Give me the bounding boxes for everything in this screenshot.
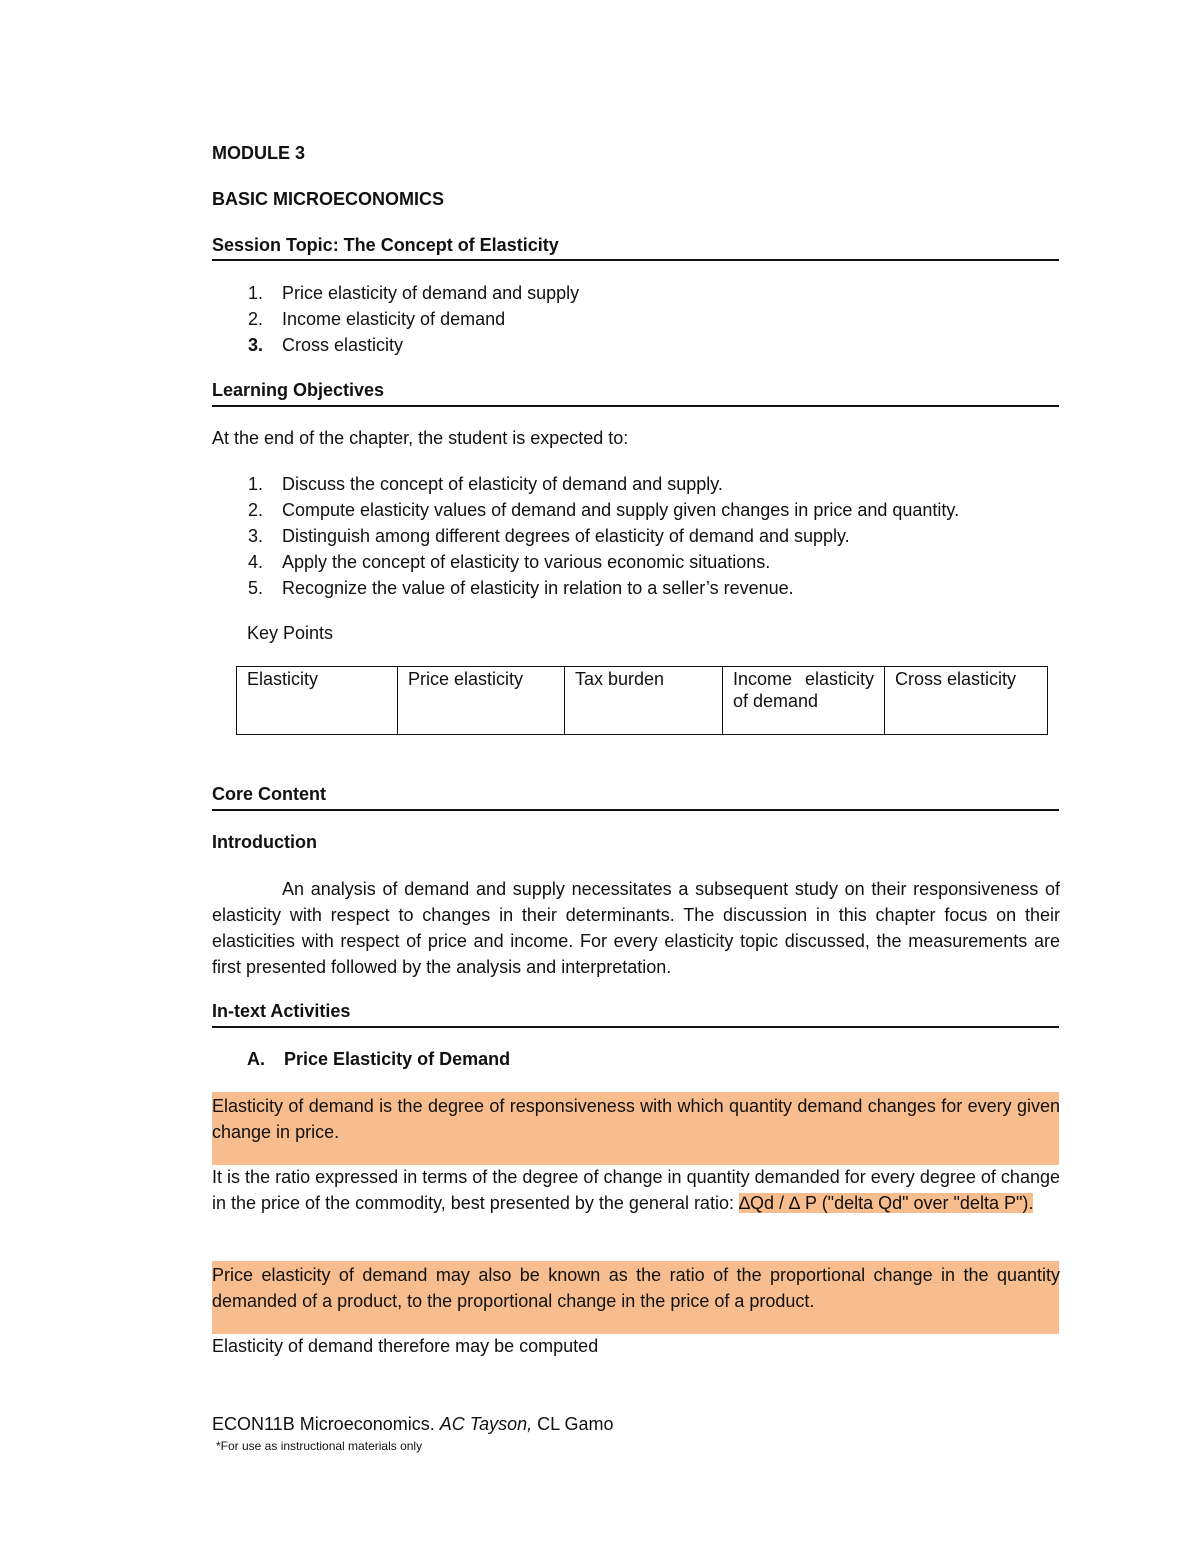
- key-points-label: Key Points: [247, 623, 334, 643]
- list-text: Income elasticity of demand: [282, 309, 506, 329]
- course-title: BASIC MICROECONOMICS: [212, 189, 445, 209]
- key-point-cell: Income elasticity of demand: [723, 667, 885, 735]
- footer-authors-italic: AC Tayson,: [439, 1414, 533, 1434]
- paragraph-definition: Elasticity of demand is the degree of responsiveness with which quantity demand changes for every given change in price.: [212, 1096, 1060, 1142]
- table-row: [237, 667, 1048, 735]
- divider: [212, 809, 1059, 811]
- divider: [212, 405, 1059, 407]
- paragraph-proportional: Price elasticity of demand may also be known as the ratio of the proportional change in the quantity demanded of a product, to the proportional change in the price of a product.: [212, 1265, 1060, 1311]
- footer-authors: CL Gamo: [537, 1414, 614, 1434]
- core-content-heading: Core Content: [212, 784, 326, 804]
- divider: [212, 1026, 1059, 1028]
- list-number: 4.: [248, 552, 264, 572]
- list-number: 1.: [248, 283, 264, 303]
- key-point-cell: Elasticity: [237, 667, 398, 735]
- list-text: Discuss the concept of elasticity of demand and supply.: [282, 474, 723, 494]
- list-number: 5.: [248, 578, 264, 598]
- list-number: 2.: [248, 309, 264, 329]
- list-text: Recognize the value of elasticity in relation to a seller’s revenue.: [282, 578, 794, 598]
- session-topic: Session Topic: The Concept of Elasticity: [212, 235, 559, 255]
- ratio-highlight: ∆Qd / ∆ P ("delta Qd" over "delta P").: [738, 1193, 1034, 1213]
- footer-course: ECON11B Microeconomics.: [212, 1414, 435, 1434]
- divider: [212, 259, 1059, 261]
- key-point-cell: Price elasticity: [398, 667, 565, 735]
- section-a-label: A.: [247, 1049, 265, 1069]
- key-point-cell: Tax burden: [565, 667, 723, 735]
- section-a-title: Price Elasticity of Demand: [284, 1049, 511, 1069]
- list-text: Distinguish among different degrees of elasticity of demand and supply.: [282, 526, 850, 546]
- introduction-heading: Introduction: [212, 832, 317, 852]
- list-number: 3.: [248, 526, 264, 546]
- footer-note: *For use as instructional materials only: [216, 1439, 423, 1453]
- list-number: 1.: [248, 474, 264, 494]
- list-text: Price elasticity of demand and supply: [282, 283, 580, 303]
- paragraph-ratio-text: It is the ratio expressed in terms of the degree of change in quantity demanded for every degree of change in the price of the commodity, best presented by the general ratio:: [212, 1167, 1060, 1213]
- list-text: Apply the concept of elasticity to various economic situations.: [282, 552, 771, 572]
- learning-objectives-heading: Learning Objectives: [212, 380, 385, 400]
- list-text: Cross elasticity: [282, 335, 404, 355]
- list-text: Compute elasticity values of demand and supply given changes in price and quantity.: [282, 500, 960, 520]
- footer-credit: [212, 1412, 614, 1436]
- introduction-paragraph: An analysis of demand and supply necessitates a subsequent study on their responsiveness of elasticity with respect to changes in their determinants. The discussion in this chapter focus on their elasticities with respect of price and income. For every elasticity topic discussed, the measurements are first presented followed by the analysis and interpretation.: [212, 879, 1060, 977]
- key-point-cell: Cross elasticity: [885, 667, 1048, 735]
- list-number: 3.: [248, 335, 264, 355]
- paragraph-ratio: [212, 1164, 1060, 1216]
- module-label: MODULE 3: [212, 143, 306, 163]
- objectives-intro: At the end of the chapter, the student is expected to:: [212, 428, 629, 448]
- section-a-heading: [247, 1046, 510, 1072]
- paragraph-computed: Elasticity of demand therefore may be computed: [212, 1336, 599, 1356]
- key-points-table: [236, 666, 1048, 735]
- list-number: 2.: [248, 500, 264, 520]
- intext-activities-heading: In-text Activities: [212, 1001, 351, 1021]
